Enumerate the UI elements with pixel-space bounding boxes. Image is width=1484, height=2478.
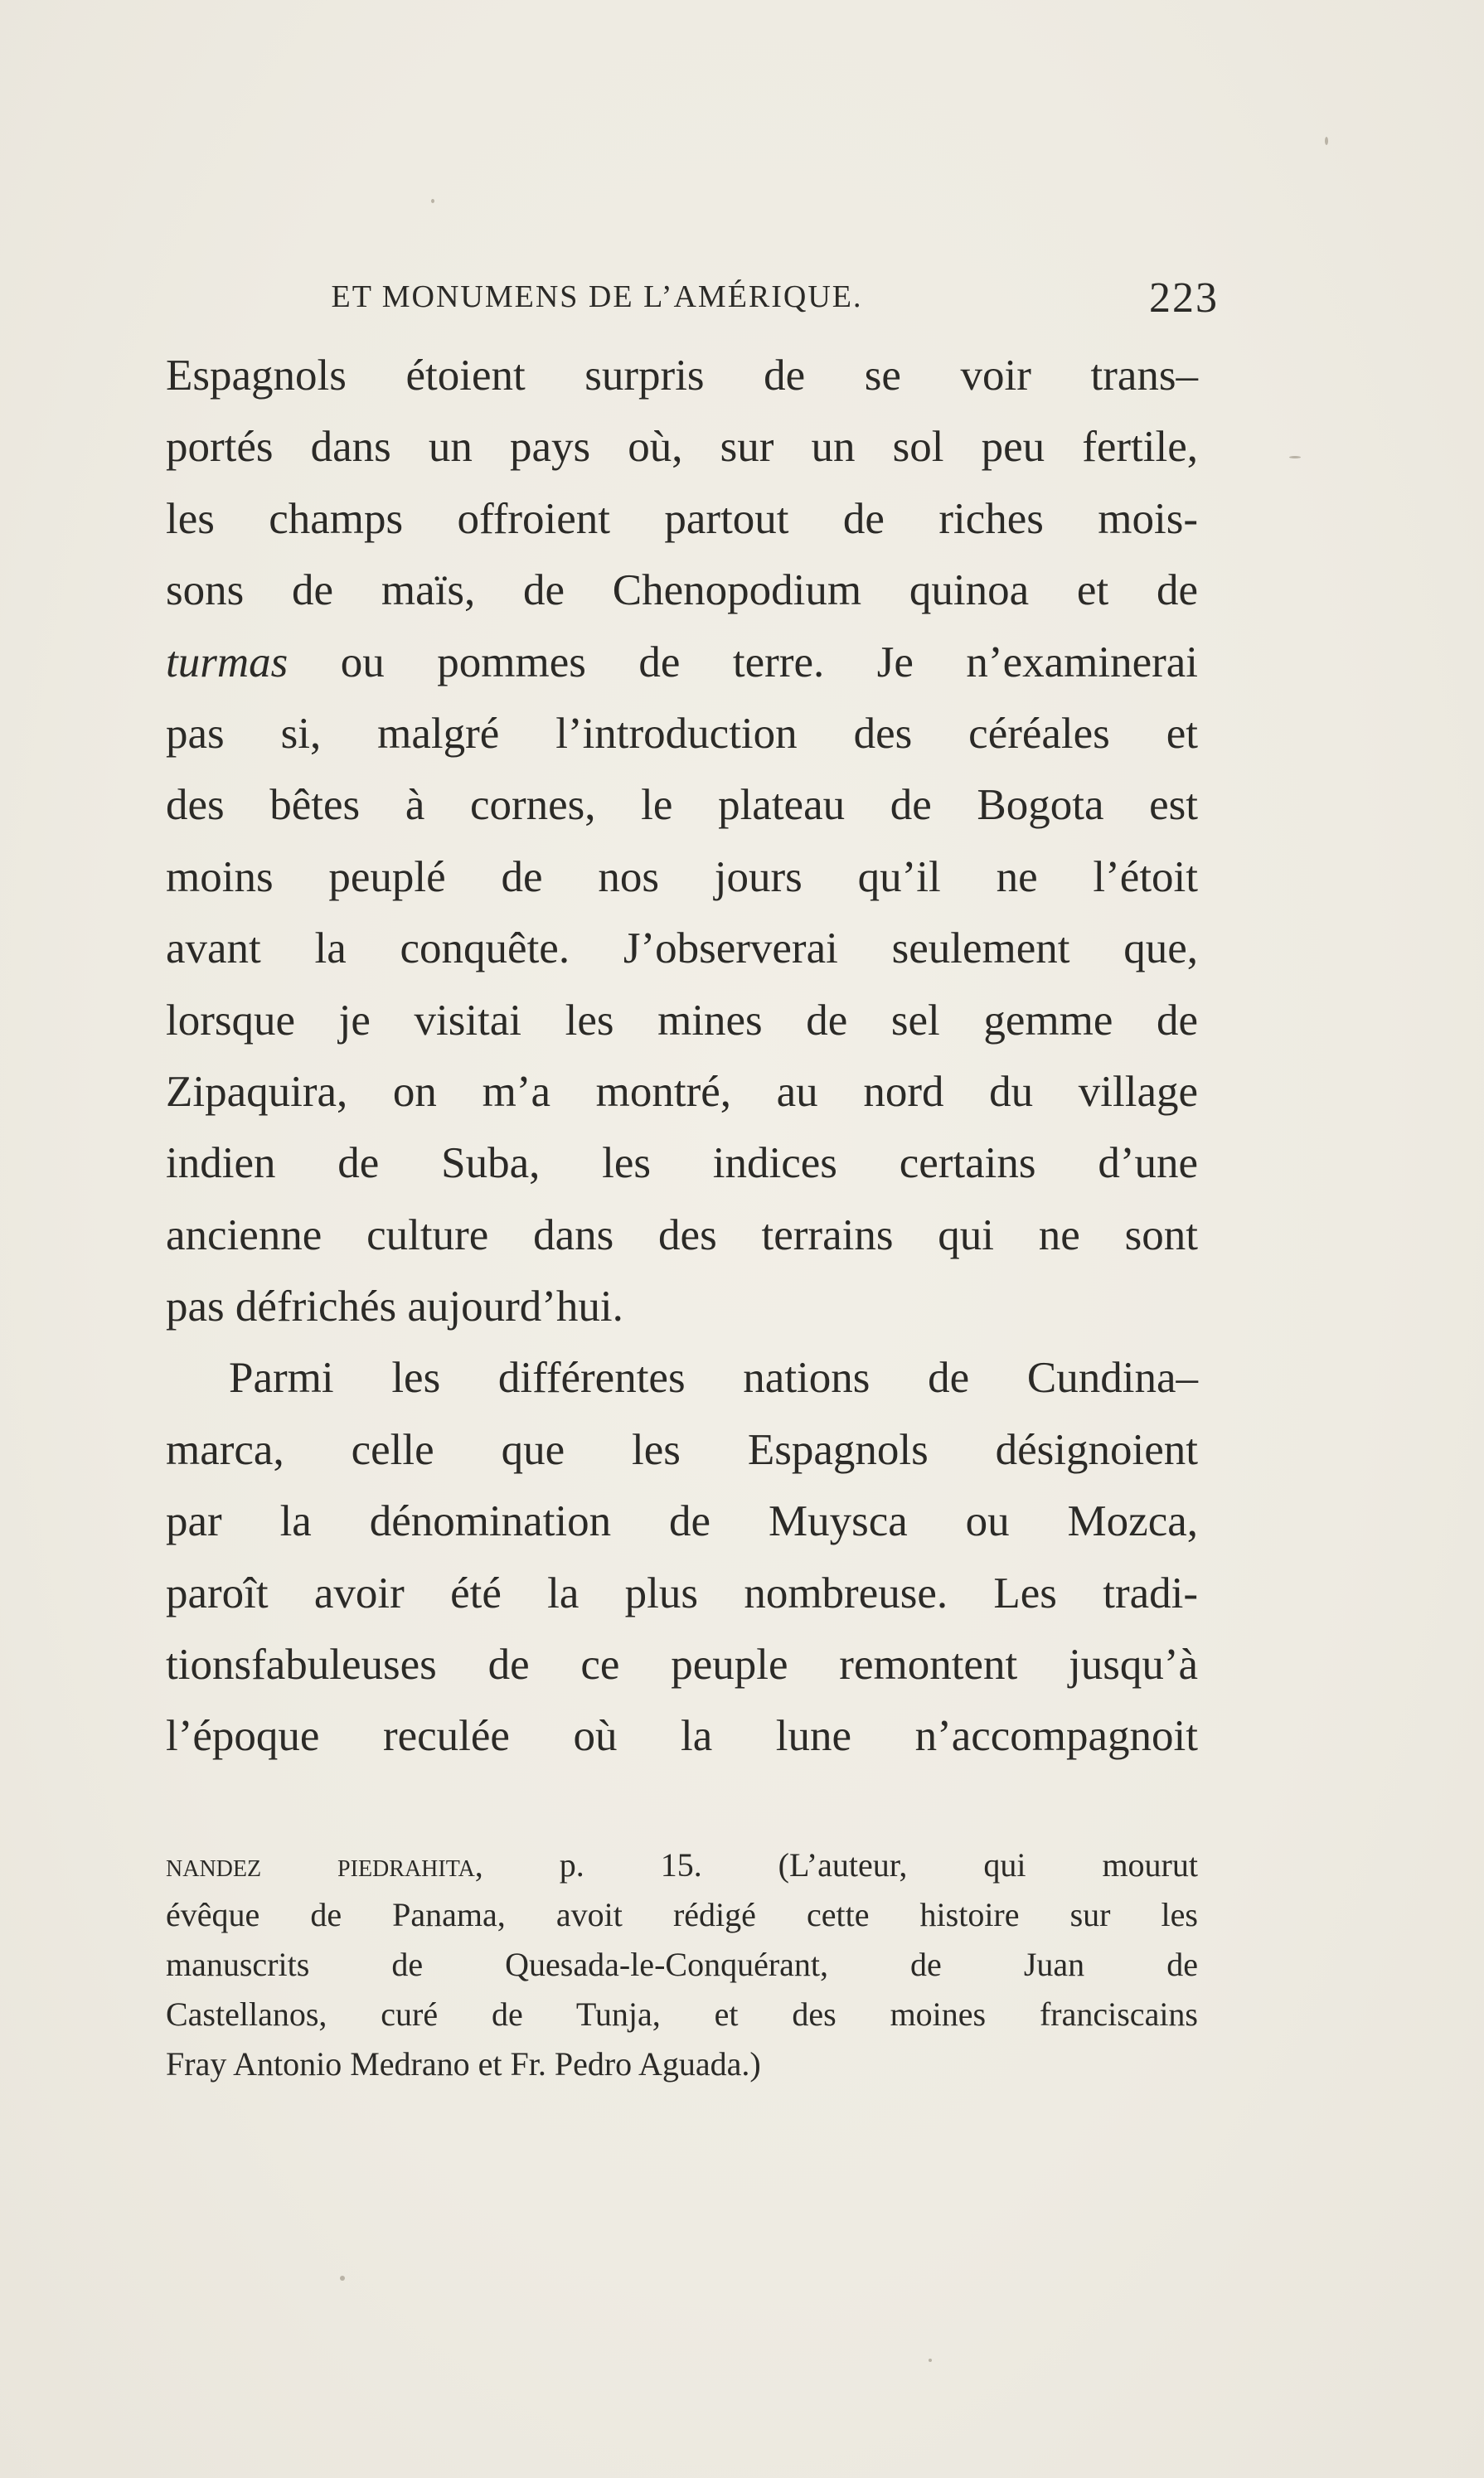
text-line: avant la conquête. J’observerai seulement que,	[166, 924, 1198, 973]
text-line: Zipaquira, on m’a montré, au nord du village	[166, 1067, 1198, 1116]
paper-speck	[431, 199, 434, 203]
text-line: par la dénomination de Muysca ou Mozca,	[166, 1497, 1198, 1546]
paper-speck	[1325, 137, 1328, 145]
running-title: ET MONUMENS DE L’AMÉRIQUE.	[331, 279, 863, 314]
paper-speck	[1289, 456, 1301, 458]
text-line: des bêtes à cornes, le plateau de Bogota est	[166, 781, 1198, 830]
footnote-line	[166, 1840, 1198, 1890]
text-line: tionsfabuleuses de ce peuple remontent jusqu’à	[166, 1641, 1198, 1690]
text-line: l’époque reculée où la lune n’accompagnoit	[166, 1712, 1198, 1761]
text-line: portés dans un pays où, sur un sol peu fertile,	[166, 423, 1198, 472]
footnote-line: évêque de Panama, avoit rédigé cette histoire sur les	[166, 1896, 1198, 1933]
running-head	[166, 274, 1219, 323]
italic-term: turmas	[166, 638, 289, 686]
text-line: marca, celle que les Espagnols désignoient	[166, 1425, 1198, 1474]
text-line	[166, 627, 1198, 698]
text-line: pas si, malgré l’introduction des céréales et	[166, 709, 1198, 758]
paper-speck	[340, 2276, 345, 2281]
footnote-line-rest: , p. 15. (L’auteur, qui mourut	[474, 1846, 1198, 1884]
text-line: ancienne culture dans des terrains qui ne sont	[166, 1210, 1198, 1259]
text-line: indien de Suba, les indices certains d’une	[166, 1139, 1198, 1188]
text-line: les champs offroient partout de riches mois-	[166, 494, 1198, 543]
text-line-rest: ou pommes de terre. Je n’examinerai	[340, 638, 1198, 686]
footnote-line: Castellanos, curé de Tunja, et des moines franciscains	[166, 1995, 1198, 2033]
text-line: paroît avoir été la plus nombreuse. Les tradi-	[166, 1569, 1198, 1617]
text-line: Espagnols étoient surpris de se voir trans–	[166, 352, 1198, 400]
paper-speck	[929, 2359, 932, 2362]
footnote-line: Fray Antonio Medrano et Fr. Pedro Aguada.)	[166, 2045, 761, 2083]
main-text	[166, 340, 1198, 1772]
footnote	[166, 1840, 1198, 2089]
page-number: 223	[1149, 274, 1219, 322]
footnote-line: manuscrits de Quesada-le-Conquérant, de Juan de	[166, 1946, 1198, 1983]
text-line: pas défrichés aujourd’hui.	[166, 1283, 623, 1331]
text-line: Parmi les différentes nations de Cundina–	[229, 1354, 1198, 1403]
text-line: sons de maïs, de Chenopodium quinoa et de	[166, 566, 1198, 615]
footnote-author: nandez piedrahita	[166, 1846, 475, 1884]
text-line: lorsque je visitai les mines de sel gemme de	[166, 996, 1198, 1045]
text-line: moins peuplé de nos jours qu’il ne l’étoit	[166, 852, 1198, 901]
